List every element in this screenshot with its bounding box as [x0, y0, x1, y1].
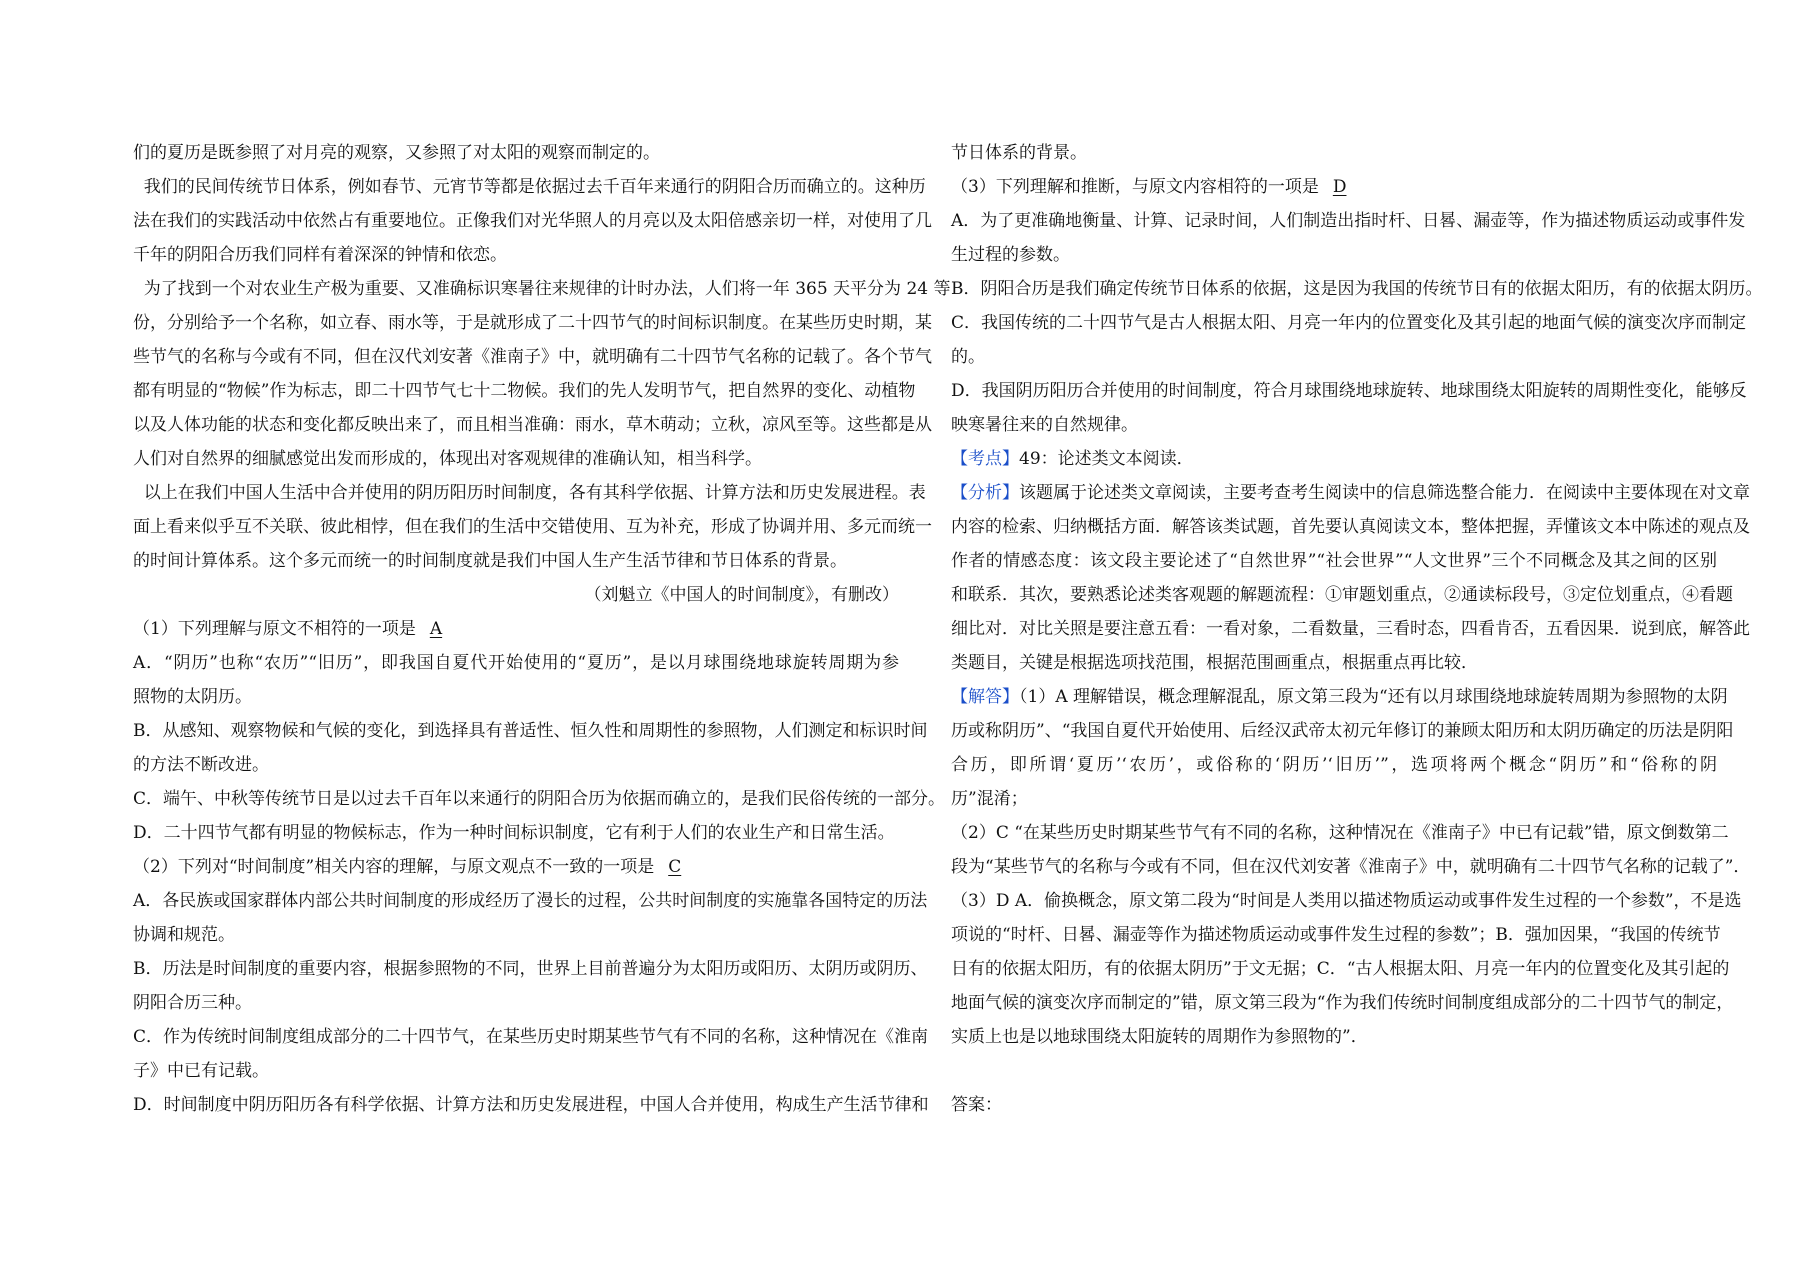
- text-line: 和联系．其次，要熟悉论述类客观题的解题流程：①审题划重点，②通读标段号，③定位划重点，④看题: [951, 585, 1733, 605]
- question-2: [133, 850, 899, 884]
- answer-label: 答案：: [951, 1095, 1002, 1115]
- option-c-cont: 子》中已有记载。: [133, 1061, 269, 1081]
- question-3-stem: （3）下列理解和推断，与原文内容相符的一项是: [951, 177, 1319, 197]
- text-line: （3）D A．偷换概念，原文第二段为“时间是人类用以描述物质运动或事件发生过程的一个参数”，不是选: [951, 891, 1742, 911]
- text-line: 段为“某些节气的名称与今或有不同，但在汉代刘安著《淮南子》中，就明确有二十四节气名称的记载了”．: [951, 857, 1751, 877]
- text-line: 日有的依据太阳历，有的依据太阴历”于文无据；C．“古人根据太阳、月亮一年内的位置变化及其引起的: [951, 959, 1730, 979]
- question-2-stem: （2）下列对“时间制度”相关内容的理解，与原文观点不一致的一项是: [133, 857, 655, 877]
- option-b: B．历法是时间制度的重要内容，根据参照物的不同，世界上目前普遍分为太阳历或阳历、太阴历或阴历、: [133, 959, 928, 979]
- option-b: B．阴阳合历是我们确定传统节日体系的依据，这是因为我国的传统节日有的依据太阳历，有的依据太阴历。: [951, 279, 1763, 299]
- text-line: 的时间计算体系。这个多元而统一的时间制度就是我们中国人生产生活节律和节日体系的背景。: [133, 551, 847, 571]
- jieda-section: [951, 680, 1728, 714]
- option-d: D．我国阴历阳历合并使用的时间制度，符合月球围绕地球旋转、地球围绕太阳旋转的周期性变化，能够反: [951, 381, 1747, 401]
- text-line: 以上在我们中国人生活中合并使用的阴历阳历时间制度，各有其科学依据、计算方法和历史发展进程。表: [133, 483, 926, 503]
- option-a-cont: 协调和规范。: [133, 925, 235, 945]
- option-b-cont: 的方法不断改进。: [133, 755, 269, 775]
- text-line: （2）C “在某些历史时期某些节气有不同的名称，这种情况在《淮南子》中已有记载”错，原文倒数第二: [951, 823, 1729, 843]
- text-line: 些节气的名称与今或有不同，但在汉代刘安著《淮南子》中，就明确有二十四节气名称的记载了。各个节气: [133, 347, 932, 367]
- source-citation: （刘魁立《中国人的时间制度》，有删改）: [584, 585, 899, 605]
- text-line: 为了找到一个对农业生产极为重要、又准确标识寒暑往来规律的计时办法，人们将一年 365 天平分为 24 等: [133, 279, 951, 299]
- text-line: 地面气候的演变次序而制定的”错，原文第三段为“作为我们传统时间制度组成部分的二十四节气的制定，: [951, 993, 1734, 1013]
- option-b-cont: 阴阳合历三种。: [133, 993, 252, 1013]
- text-line: 人们对自然界的细腻感觉出发而形成的，体现出对客观规律的准确认知，相当科学。: [133, 449, 762, 469]
- text-line: 们的夏历是既参照了对月亮的观察，又参照了对太阳的观察而制定的。: [133, 143, 660, 163]
- kaodian-tag: 【考点】: [951, 449, 1019, 469]
- text-line: 法在我们的实践活动中依然占有重要地位。正像我们对光华照人的月亮以及太阳倍感亲切一样，对使用了几: [133, 211, 932, 231]
- option-d-cont: 映寒暑往来的自然规律。: [951, 415, 1138, 435]
- jieda-tag: 【解答】: [951, 687, 1019, 707]
- text-line: 历或称阴历”、“我国自夏代开始使用、后经汉武帝太初元年修订的兼顾太阳历和太阴历确定的历法是阴阳: [951, 721, 1734, 741]
- question-3-answer: D: [1332, 177, 1347, 197]
- text-line: 实质上也是以地球围绕太阳旋转的周期作为参照物的”．: [951, 1027, 1368, 1047]
- option-a-cont: 照物的太阴历。: [133, 687, 252, 707]
- text-line: 千年的阴阳合历我们同样有着深深的钟情和依恋。: [133, 245, 507, 265]
- text-line: 合历，即所谓‘夏历’‘农历’，或俗称的‘阴历’‘旧历’”，选项将两个概念“阴历”和“俗称的阴: [951, 755, 1717, 775]
- text-line: 细比对．对比关照是要注意五看：一看对象，二看数量，三看时态，四看肯否，五看因果．说到底，解答此: [951, 619, 1750, 639]
- option-b: B．从感知、观察物候和气候的变化，到选择具有普适性、恒久性和周期性的参照物，人们测定和标识时间: [133, 721, 928, 741]
- option-c: C．作为传统时间制度组成部分的二十四节气，在某些历史时期某些节气有不同的名称，这种情况在《淮南: [133, 1027, 929, 1047]
- text-line: 项说的“时杆、日晷、漏壶等作为描述物质运动或事件发生过程的参数”；B．强加因果，“我国的传统节: [951, 925, 1721, 945]
- fenxi-tag: 【分析】: [951, 483, 1019, 503]
- kaodian-section: [951, 442, 1717, 476]
- option-a: A．为了更准确地衡量、计算、记录时间，人们制造出指时杆、日晷、漏壶等，作为描述物质运动或事件发: [951, 211, 1746, 231]
- text-line: 类题目，关键是根据选项找范围，根据范围画重点，根据重点再比较．: [951, 653, 1478, 673]
- text-line: 我们的民间传统节日体系，例如春节、元宵节等都是依据过去千百年来通行的阴阳合历而确立的。这种历: [133, 177, 926, 197]
- question-3: [951, 170, 1717, 204]
- option-c-cont: 的。: [951, 347, 985, 367]
- text-line: 份，分别给予一个名称，如立春、雨水等，于是就形成了二十四节气的时间标识制度。在某些历史时期，某: [133, 313, 932, 333]
- text-line: 历”混淆；: [951, 789, 1028, 809]
- question-1-answer: A: [429, 619, 443, 639]
- text-line: 都有明显的“物候”作为标志，即二十四节气七十二物候。我们的先人发明节气，把自然界的变化、动植物: [133, 381, 916, 401]
- question-2-answer: C: [668, 857, 682, 877]
- fenxi-text: 该题属于论述类文章阅读，主要考查考生阅读中的信息筛选整合能力．在阅读中主要体现在对文章: [1019, 483, 1750, 503]
- right-column: [951, 136, 1763, 1122]
- fenxi-section: [951, 476, 1750, 510]
- kaodian-text: 49：论述类文本阅读．: [1019, 449, 1194, 469]
- option-a: A．“阴历”也称“农历”“旧历”，即我国自夏代开始使用的“夏历”，是以月球围绕地球旋转周期为参: [133, 653, 899, 673]
- option-c: C．我国传统的二十四节气是古人根据太阳、月亮一年内的位置变化及其引起的地面气候的演变次序而制定: [951, 313, 1747, 333]
- option-d: D．时间制度中阴历阳历各有科学依据、计算方法和历史发展进程，中国人合并使用，构成生产生活节律和: [133, 1095, 929, 1115]
- text-line: 以及人体功能的状态和变化都反映出来了，而且相当准确：雨水，草木萌动；立秋，凉风至等。这些都是从: [133, 415, 932, 435]
- text-line: 内容的检索、归纳概括方面．解答该类试题，首先要认真阅读文本，整体把握，弄懂该文本中陈述的观点及: [951, 517, 1750, 537]
- question-1: [133, 612, 899, 646]
- text-line: 面上看来似乎互不关联、彼此相悖，但在我们的生活中交错使用、互为补充，形成了协调并用、多元而统一: [133, 517, 932, 537]
- text-line: 作者的情感态度：该文段主要论述了“自然世界”“社会世界”“人文世界”三个不同概念及其之间的区别: [951, 551, 1717, 571]
- question-1-stem: （1）下列理解与原文不相符的一项是: [133, 619, 416, 639]
- option-c: C．端午、中秋等传统节日是以过去千百年以来通行的阴阳合历为依据而确立的，是我们民俗传统的一部分。: [133, 789, 946, 809]
- option-d: D．二十四节气都有明显的物候标志，作为一种时间标识制度，它有利于人们的农业生产和日常生活。: [133, 823, 895, 843]
- spacer: [951, 1054, 1717, 1088]
- left-column: [133, 136, 951, 1122]
- text-line: 节日体系的背景。: [951, 143, 1087, 163]
- jieda-text: （1）A 理解错误，概念理解混乱，原文第三段为“还有以月球围绕地球旋转周期为参照物的太阴: [1019, 687, 1728, 707]
- option-a-cont: 生过程的参数。: [951, 245, 1070, 265]
- option-a: A．各民族或国家群体内部公共时间制度的形成经历了漫长的过程，公共时间制度的实施靠各国特定的历法: [133, 891, 928, 911]
